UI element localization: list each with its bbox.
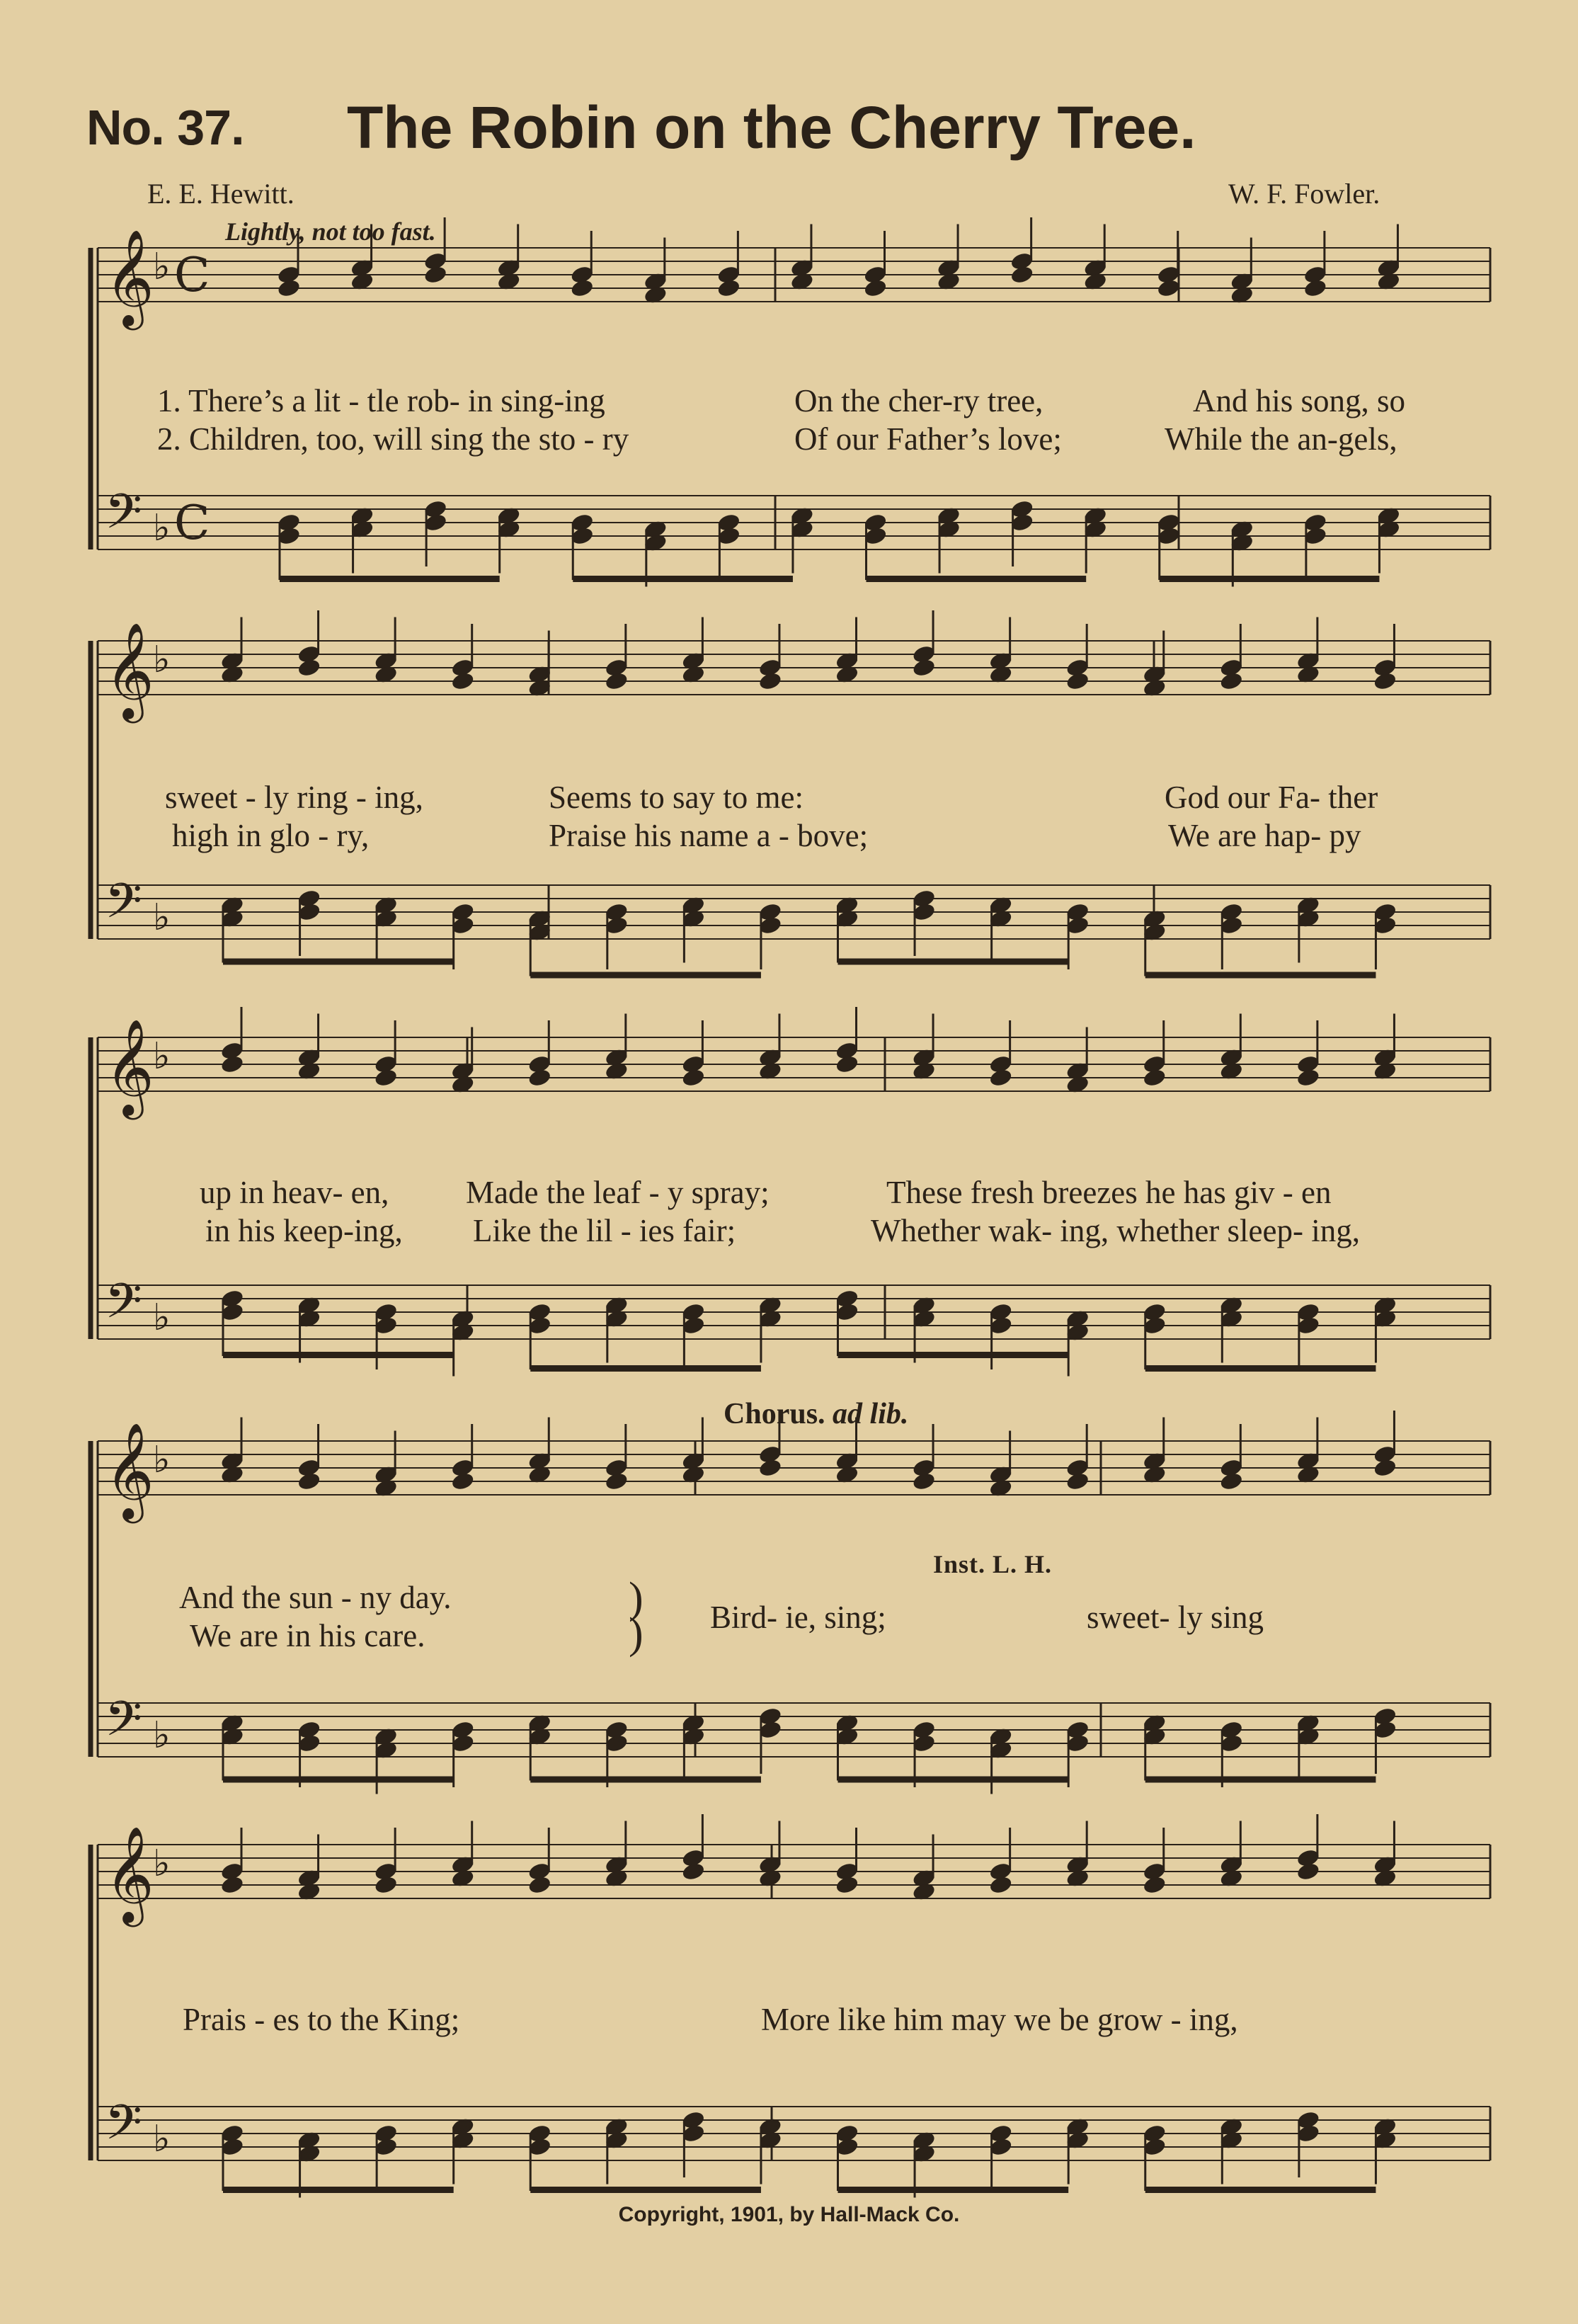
lyric-s2-v2-m1: high in glo - ry,	[172, 818, 370, 853]
composer-credit: W. F. Fowler.	[1228, 178, 1380, 210]
lyric-s5-chorus-2: More like him may we be grow - ing,	[761, 2002, 1238, 2037]
beam	[838, 1777, 1069, 1783]
copyright-notice: Copyright, 1901, by Hall-Mack Co.	[618, 2203, 960, 2226]
notehead	[716, 278, 741, 298]
verse-brace-top: )	[629, 1574, 644, 1622]
flat-key-icon: ♭	[153, 1842, 171, 1885]
lyric-s1-v1-m3: And his song, so	[1193, 383, 1406, 418]
flat-key-icon: ♭	[153, 1714, 171, 1757]
lyric-s1-v2-m3: While the an-gels,	[1165, 421, 1397, 457]
lyric-s3-v2-m1: in his keep-ing,	[205, 1213, 403, 1248]
beam	[1145, 1365, 1376, 1372]
notehead	[912, 657, 937, 678]
lyric-s1-v1-m1: 1. There’s a lit - tle rob- in sing-ing	[157, 383, 605, 418]
notehead	[604, 671, 629, 691]
beam	[1145, 1777, 1376, 1783]
notehead	[297, 657, 321, 678]
beam	[530, 2187, 761, 2193]
beam	[838, 1352, 1069, 1358]
beam	[530, 972, 761, 979]
beam	[1160, 576, 1380, 582]
flat-key-icon: ♭	[153, 1439, 171, 1481]
lyric-s2-v2-m2: Praise his name a - bove;	[549, 818, 869, 853]
lyric-s2-v2-m3: We are hap- py	[1168, 818, 1361, 853]
lyric-s4-chorus-1: Bird- ie, sing;	[710, 1600, 886, 1635]
beam	[223, 1777, 454, 1783]
lyric-s4-v2: We are in his care.	[190, 1618, 425, 1653]
flat-key-icon: ♭	[153, 639, 171, 681]
notehead	[374, 1874, 399, 1895]
notehead	[1142, 1067, 1167, 1088]
bass-clef-icon: 𝄢	[105, 484, 142, 552]
lyric-s1-v2-m2: Of our Father’s love;	[794, 421, 1062, 457]
beam	[1145, 972, 1376, 979]
notehead	[757, 671, 782, 691]
flat-key-icon: ♭	[153, 2118, 171, 2160]
notehead	[1065, 671, 1090, 691]
lyric-s3-v2-m2: Like the lil - ies fair;	[473, 1213, 736, 1248]
notehead	[863, 278, 888, 298]
notehead	[1219, 1471, 1244, 1491]
beam	[838, 2187, 1069, 2193]
notehead	[450, 671, 475, 691]
notehead	[1373, 671, 1397, 691]
beam	[530, 1777, 761, 1783]
common-time-icon: C	[174, 496, 210, 550]
hymn-title: The Robin on the Cherry Tree.	[347, 94, 1196, 161]
lyric-s3-v2-m3: Whether wak- ing, whether sleep- ing,	[871, 1213, 1360, 1248]
treble-clef-icon: 𝄞	[105, 1018, 154, 1115]
lyric-s2-v1-m2: Seems to say to me:	[549, 780, 804, 815]
treble-clef-icon: 𝄞	[105, 228, 154, 326]
flat-key-icon: ♭	[153, 1297, 171, 1339]
lyric-s1-v2-m1: 2. Children, too, will sing the sto - ry	[157, 421, 629, 457]
flat-key-icon: ♭	[153, 507, 171, 549]
treble-clef-icon: 𝄞	[105, 621, 154, 719]
bass-clef-icon: 𝄢	[105, 874, 142, 941]
flat-key-icon: ♭	[153, 896, 171, 939]
beam	[280, 576, 500, 582]
instrument-note: Inst. L. H.	[933, 1550, 1053, 1578]
notehead	[1142, 1874, 1167, 1895]
common-time-icon: C	[174, 248, 210, 302]
treble-clef-icon: 𝄞	[105, 1421, 154, 1519]
notehead	[1065, 1471, 1090, 1491]
notehead	[681, 1067, 706, 1088]
notehead	[1219, 671, 1244, 691]
verse-brace-bottom: )	[629, 1610, 644, 1658]
notehead	[450, 1471, 475, 1491]
lyric-s2-v1-m1: sweet - ly ring - ing,	[165, 780, 423, 815]
notehead	[276, 278, 301, 298]
notehead	[297, 1471, 321, 1491]
bass-clef-icon: 𝄢	[105, 1274, 142, 1341]
notehead	[835, 1054, 859, 1074]
beam	[867, 576, 1087, 582]
notehead	[1296, 1861, 1320, 1881]
bass-clef-icon: 𝄢	[105, 1692, 142, 1759]
treble-clef-icon: 𝄞	[105, 1825, 154, 1923]
notehead	[570, 278, 595, 298]
notehead	[912, 1471, 937, 1491]
notehead	[757, 1457, 782, 1478]
hymn-number: No. 37.	[86, 100, 244, 155]
lyric-s3-v1-m3: These fresh breezes he has giv - en	[886, 1175, 1332, 1210]
lyric-s4-chorus-2: sweet- ly sing	[1087, 1600, 1264, 1635]
notehead	[1303, 278, 1327, 298]
notehead	[1296, 1067, 1320, 1088]
beam	[1145, 2187, 1376, 2193]
notehead	[988, 1874, 1013, 1895]
notehead	[219, 1874, 244, 1895]
notehead	[1156, 278, 1181, 298]
lyric-s2-v1-m3: God our Fa- ther	[1165, 780, 1378, 815]
notehead	[681, 1861, 706, 1881]
notehead	[1010, 264, 1034, 285]
flat-key-icon: ♭	[153, 1035, 171, 1078]
notehead	[527, 1067, 552, 1088]
tempo-marking: Lightly, not too fast.	[225, 217, 436, 246]
notehead	[527, 1874, 552, 1895]
chorus-label: Chorus. ad lib.	[724, 1398, 909, 1430]
bass-clef-icon: 𝄢	[105, 2095, 142, 2163]
notehead	[374, 1067, 399, 1088]
lyric-s4-v1: And the sun - ny day.	[179, 1580, 452, 1615]
notehead	[423, 264, 448, 285]
notehead	[988, 1067, 1013, 1088]
lyric-s1-v1-m2: On the cher-ry tree,	[794, 383, 1044, 418]
lyric-s3-v1-m2: Made the leaf - y spray;	[466, 1175, 770, 1210]
beam	[530, 1365, 761, 1372]
flat-key-icon: ♭	[153, 246, 171, 288]
beam	[838, 959, 1069, 965]
lyric-s3-v1-m1: up in heav- en,	[200, 1175, 389, 1210]
lyricist-credit: E. E. Hewitt.	[147, 178, 295, 210]
beam	[223, 2187, 454, 2193]
beam	[223, 959, 454, 965]
notehead	[219, 1054, 244, 1074]
beam	[573, 576, 793, 582]
beam	[223, 1352, 454, 1358]
notehead	[835, 1874, 859, 1895]
lyric-s5-chorus-1: Prais - es to the King;	[183, 2002, 460, 2037]
notehead	[604, 1471, 629, 1491]
notehead	[1373, 1457, 1397, 1478]
